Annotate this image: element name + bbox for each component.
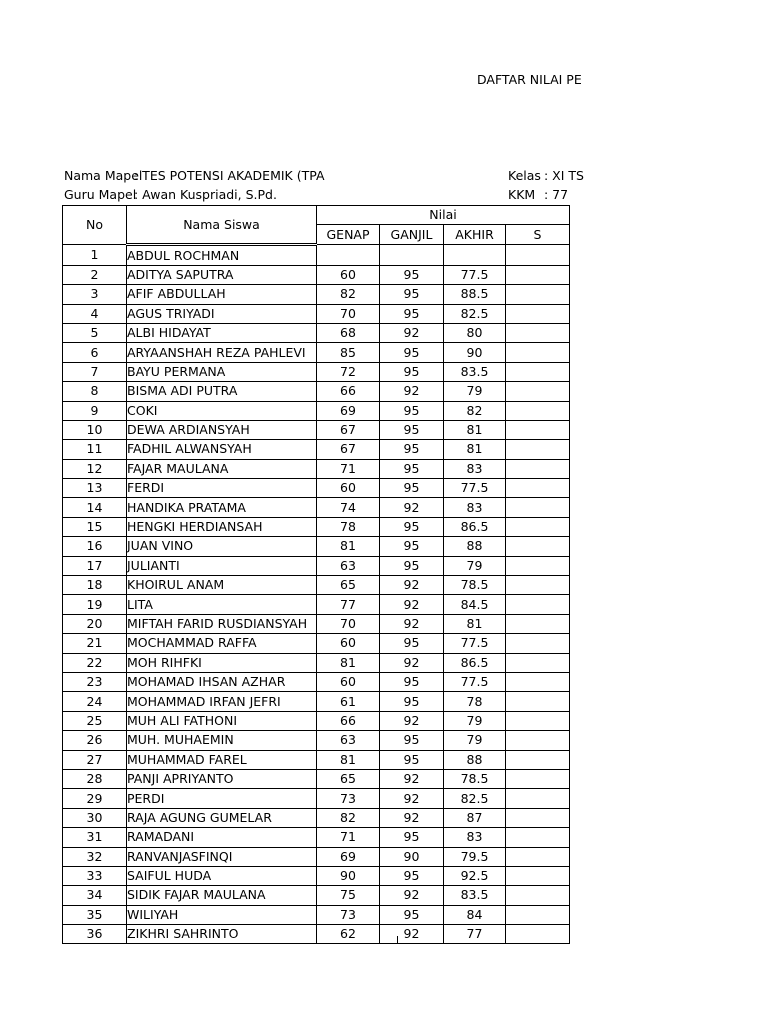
score-ganjil: 90 xyxy=(380,847,444,866)
student-name: DEWA ARDIANSYAH xyxy=(127,420,317,439)
score-genap: 81 xyxy=(317,653,380,672)
score-akhir: 77 xyxy=(444,925,506,944)
table-row xyxy=(63,323,570,342)
score-ganjil: 95 xyxy=(380,828,444,847)
table-row xyxy=(63,537,570,556)
table-row xyxy=(63,343,570,362)
row-number: 32 xyxy=(63,847,127,866)
mapel-label: Nama Mapel xyxy=(64,168,143,183)
score-s xyxy=(506,925,570,944)
row-number: 6 xyxy=(63,343,127,362)
table-row xyxy=(63,382,570,401)
score-akhir: 86.5 xyxy=(444,653,506,672)
score-genap: 72 xyxy=(317,362,380,381)
score-genap: 69 xyxy=(317,401,380,420)
score-akhir: 83 xyxy=(444,498,506,517)
score-genap: 71 xyxy=(317,459,380,478)
score-ganjil: 95 xyxy=(380,634,444,653)
table-row xyxy=(63,614,570,633)
table-row xyxy=(63,265,570,284)
score-s xyxy=(506,595,570,614)
table-row xyxy=(63,362,570,381)
kkm-label: KKM xyxy=(508,187,536,202)
score-akhir: 78.5 xyxy=(444,576,506,595)
score-genap: 77 xyxy=(317,595,380,614)
table-row xyxy=(63,905,570,924)
row-number: 29 xyxy=(63,789,127,808)
student-name: KHOIRUL ANAM xyxy=(127,576,317,595)
score-genap: 66 xyxy=(317,711,380,730)
row-number: 13 xyxy=(63,479,127,498)
table-row xyxy=(63,479,570,498)
header-nilai: Nilai xyxy=(317,206,570,225)
score-genap: 61 xyxy=(317,692,380,711)
score-ganjil: 92 xyxy=(380,595,444,614)
table-row xyxy=(63,634,570,653)
kkm-line xyxy=(508,186,572,204)
score-s xyxy=(506,498,570,517)
student-name: PERDI xyxy=(127,789,317,808)
row-number: 24 xyxy=(63,692,127,711)
score-ganjil: 92 xyxy=(380,711,444,730)
score-akhir: 92.5 xyxy=(444,866,506,885)
score-genap: 78 xyxy=(317,517,380,536)
score-genap: 60 xyxy=(317,265,380,284)
student-name: RANVANJASFINQI xyxy=(127,847,317,866)
student-name: MIFTAH FARID RUSDIANSYAH xyxy=(127,614,317,633)
student-name: BAYU PERMANA xyxy=(127,362,317,381)
row-number: 4 xyxy=(63,304,127,323)
score-akhir: 81 xyxy=(444,420,506,439)
table-row xyxy=(63,828,570,847)
row-number: 9 xyxy=(63,401,127,420)
score-akhir: 79 xyxy=(444,382,506,401)
score-akhir: 84 xyxy=(444,905,506,924)
score-akhir: 86.5 xyxy=(444,517,506,536)
score-genap: 63 xyxy=(317,731,380,750)
kelas-line xyxy=(508,167,584,185)
score-genap: 65 xyxy=(317,769,380,788)
score-ganjil: 95 xyxy=(380,459,444,478)
score-s xyxy=(506,731,570,750)
score-ganjil: 95 xyxy=(380,537,444,556)
score-ganjil: 95 xyxy=(380,556,444,575)
score-s xyxy=(506,672,570,691)
row-number: 25 xyxy=(63,711,127,730)
row-number: 33 xyxy=(63,866,127,885)
score-ganjil: 95 xyxy=(380,905,444,924)
row-number: 35 xyxy=(63,905,127,924)
score-akhir: 79 xyxy=(444,731,506,750)
score-akhir: 83 xyxy=(444,459,506,478)
score-ganjil: 95 xyxy=(380,731,444,750)
row-number: 18 xyxy=(63,576,127,595)
student-name: SAIFUL HUDA xyxy=(127,866,317,885)
score-s xyxy=(506,401,570,420)
row-number: 17 xyxy=(63,556,127,575)
score-akhir: 81 xyxy=(444,614,506,633)
score-genap: 81 xyxy=(317,537,380,556)
kelas-value: : XI TS xyxy=(544,168,584,183)
header-name: Nama Siswa xyxy=(127,206,317,245)
score-s xyxy=(506,537,570,556)
score-akhir: 79 xyxy=(444,711,506,730)
score-genap: 66 xyxy=(317,382,380,401)
student-name: MUH ALI FATHONI xyxy=(127,711,317,730)
row-number: 14 xyxy=(63,498,127,517)
score-akhir: 79.5 xyxy=(444,847,506,866)
student-name: RAMADANI xyxy=(127,828,317,847)
student-name: COKI xyxy=(127,401,317,420)
score-akhir: 80 xyxy=(444,323,506,342)
score-ganjil: 95 xyxy=(380,440,444,459)
table-row xyxy=(63,517,570,536)
score-ganjil: 92 xyxy=(380,382,444,401)
score-ganjil: 95 xyxy=(380,343,444,362)
header-s: S xyxy=(506,225,570,245)
table-row xyxy=(63,440,570,459)
score-akhir: 77.5 xyxy=(444,479,506,498)
row-number: 16 xyxy=(63,537,127,556)
score-s xyxy=(506,886,570,905)
row-number: 3 xyxy=(63,285,127,304)
score-s xyxy=(506,905,570,924)
kkm-value: : 77 xyxy=(544,187,569,202)
score-s xyxy=(506,769,570,788)
table-row xyxy=(63,925,570,944)
score-akhir: 83.5 xyxy=(444,362,506,381)
score-akhir: 82 xyxy=(444,401,506,420)
student-name: RAJA AGUNG GUMELAR xyxy=(127,808,317,827)
student-name: FADHIL ALWANSYAH xyxy=(127,440,317,459)
table-row xyxy=(63,401,570,420)
score-genap: 69 xyxy=(317,847,380,866)
row-number: 27 xyxy=(63,750,127,769)
table-row xyxy=(63,245,570,265)
score-ganjil: 92 xyxy=(380,653,444,672)
row-number: 26 xyxy=(63,731,127,750)
score-akhir: 88 xyxy=(444,537,506,556)
student-name: HANDIKA PRATAMA xyxy=(127,498,317,517)
score-genap: 71 xyxy=(317,828,380,847)
score-akhir: 87 xyxy=(444,808,506,827)
score-ganjil: 92 xyxy=(380,789,444,808)
score-s xyxy=(506,440,570,459)
table-row xyxy=(63,498,570,517)
score-s xyxy=(506,711,570,730)
score-akhir: 88.5 xyxy=(444,285,506,304)
score-s xyxy=(506,343,570,362)
student-name: PANJI APRIYANTO xyxy=(127,769,317,788)
score-genap: 81 xyxy=(317,750,380,769)
header-no: No xyxy=(63,206,127,245)
guru-label: Guru Mapel xyxy=(64,187,137,202)
table-row xyxy=(63,420,570,439)
score-akhir: 79 xyxy=(444,556,506,575)
student-name: ARYAANSHAH REZA PAHLEVI xyxy=(127,343,317,362)
score-s xyxy=(506,828,570,847)
score-genap: 85 xyxy=(317,343,380,362)
table-row xyxy=(63,750,570,769)
score-akhir: 78 xyxy=(444,692,506,711)
table-row xyxy=(63,808,570,827)
table-row xyxy=(63,886,570,905)
score-s xyxy=(506,265,570,284)
table-row xyxy=(63,285,570,304)
score-s xyxy=(506,750,570,769)
score-s xyxy=(506,362,570,381)
score-s xyxy=(506,323,570,342)
mapel-value: : TES POTENSI AKADEMIK (TPA xyxy=(134,168,325,183)
score-s xyxy=(506,634,570,653)
score-s xyxy=(506,382,570,401)
guru-line xyxy=(64,186,312,204)
student-name: ALBI HIDAYAT xyxy=(127,323,317,342)
row-number: 23 xyxy=(63,672,127,691)
student-name: MUH. MUHAEMIN xyxy=(127,731,317,750)
student-name: MOCHAMMAD RAFFA xyxy=(127,634,317,653)
score-ganjil: 95 xyxy=(380,362,444,381)
score-s xyxy=(506,866,570,885)
score-s xyxy=(506,847,570,866)
score-genap xyxy=(317,245,380,265)
score-akhir: 83.5 xyxy=(444,886,506,905)
table-row xyxy=(63,459,570,478)
score-genap: 62 xyxy=(317,925,380,944)
table-row xyxy=(63,847,570,866)
student-name: MOH RIHFKI xyxy=(127,653,317,672)
score-genap: 82 xyxy=(317,285,380,304)
row-number: 31 xyxy=(63,828,127,847)
header-akhir: AKHIR xyxy=(444,225,506,245)
score-s xyxy=(506,556,570,575)
score-ganjil: 95 xyxy=(380,692,444,711)
row-number: 36 xyxy=(63,925,127,944)
score-s xyxy=(506,420,570,439)
score-genap: 60 xyxy=(317,672,380,691)
table-row xyxy=(63,595,570,614)
table-row xyxy=(63,576,570,595)
score-ganjil: 92 xyxy=(380,614,444,633)
score-akhir: 78.5 xyxy=(444,769,506,788)
table-row xyxy=(63,556,570,575)
score-genap: 73 xyxy=(317,789,380,808)
row-number: 30 xyxy=(63,808,127,827)
table-row xyxy=(63,304,570,323)
student-name: MUHAMMAD FAREL xyxy=(127,750,317,769)
text-cursor xyxy=(397,936,398,944)
student-name: ABDUL ROCHMAN xyxy=(127,245,317,265)
row-number: 8 xyxy=(63,382,127,401)
score-akhir: 83 xyxy=(444,828,506,847)
student-name: FAJAR MAULANA xyxy=(127,459,317,478)
score-genap: 75 xyxy=(317,886,380,905)
score-ganjil: 95 xyxy=(380,866,444,885)
score-akhir: 88 xyxy=(444,750,506,769)
score-genap: 60 xyxy=(317,479,380,498)
row-number: 28 xyxy=(63,769,127,788)
row-number: 7 xyxy=(63,362,127,381)
student-name: AGUS TRIYADI xyxy=(127,304,317,323)
table-row xyxy=(63,769,570,788)
mapel-line xyxy=(64,167,325,185)
score-ganjil: 95 xyxy=(380,265,444,284)
student-name: ZIKHRI SAHRINTO xyxy=(127,925,317,944)
score-genap: 67 xyxy=(317,420,380,439)
row-number: 10 xyxy=(63,420,127,439)
score-genap: 70 xyxy=(317,304,380,323)
student-name: FERDI xyxy=(127,479,317,498)
score-ganjil: 95 xyxy=(380,285,444,304)
score-genap: 82 xyxy=(317,808,380,827)
score-ganjil: 92 xyxy=(380,925,444,944)
score-akhir xyxy=(444,245,506,265)
score-genap: 90 xyxy=(317,866,380,885)
score-ganjil: 95 xyxy=(380,420,444,439)
score-ganjil: 95 xyxy=(380,304,444,323)
score-ganjil: 95 xyxy=(380,517,444,536)
student-name: JULIANTI xyxy=(127,556,317,575)
table-row xyxy=(63,866,570,885)
score-s xyxy=(506,517,570,536)
score-s xyxy=(506,245,570,265)
score-ganjil: 92 xyxy=(380,498,444,517)
score-ganjil: 92 xyxy=(380,576,444,595)
row-number: 19 xyxy=(63,595,127,614)
score-genap: 73 xyxy=(317,905,380,924)
score-ganjil xyxy=(380,245,444,265)
score-ganjil: 92 xyxy=(380,886,444,905)
score-s xyxy=(506,653,570,672)
row-number: 20 xyxy=(63,614,127,633)
score-s xyxy=(506,692,570,711)
score-ganjil: 92 xyxy=(380,323,444,342)
student-name: MOHAMMAD IRFAN JEFRI xyxy=(127,692,317,711)
score-ganjil: 95 xyxy=(380,750,444,769)
score-akhir: 90 xyxy=(444,343,506,362)
row-number: 1 xyxy=(63,245,127,265)
score-genap: 63 xyxy=(317,556,380,575)
table-row xyxy=(63,672,570,691)
student-name: AFIF ABDULLAH xyxy=(127,285,317,304)
student-name: ADITYA SAPUTRA xyxy=(127,265,317,284)
score-genap: 65 xyxy=(317,576,380,595)
score-s xyxy=(506,789,570,808)
student-name: LITA xyxy=(127,595,317,614)
table-row xyxy=(63,731,570,750)
row-number: 2 xyxy=(63,265,127,284)
score-ganjil: 92 xyxy=(380,808,444,827)
student-name: SIDIK FAJAR MAULANA xyxy=(127,886,317,905)
score-akhir: 82.5 xyxy=(444,304,506,323)
row-number: 12 xyxy=(63,459,127,478)
grade-rows xyxy=(63,245,570,944)
student-name: JUAN VINO xyxy=(127,537,317,556)
score-akhir: 77.5 xyxy=(444,634,506,653)
row-number: 11 xyxy=(63,440,127,459)
document-title: DAFTAR NILAI PE xyxy=(477,72,582,87)
score-genap: 67 xyxy=(317,440,380,459)
score-s xyxy=(506,285,570,304)
score-akhir: 81 xyxy=(444,440,506,459)
table-row xyxy=(63,692,570,711)
score-ganjil: 95 xyxy=(380,479,444,498)
table-row xyxy=(63,789,570,808)
row-number: 34 xyxy=(63,886,127,905)
guru-value: : Awan Kuspriadi, S.Pd. xyxy=(134,187,277,202)
score-s xyxy=(506,459,570,478)
row-number: 15 xyxy=(63,517,127,536)
score-genap: 68 xyxy=(317,323,380,342)
student-name: WILIYAH xyxy=(127,905,317,924)
score-genap: 70 xyxy=(317,614,380,633)
score-genap: 60 xyxy=(317,634,380,653)
student-name: BISMA ADI PUTRA xyxy=(127,382,317,401)
score-ganjil: 92 xyxy=(380,769,444,788)
score-akhir: 84.5 xyxy=(444,595,506,614)
score-s xyxy=(506,304,570,323)
student-name: MOHAMAD IHSAN AZHAR xyxy=(127,672,317,691)
row-number: 5 xyxy=(63,323,127,342)
score-akhir: 82.5 xyxy=(444,789,506,808)
score-ganjil: 95 xyxy=(380,401,444,420)
score-s xyxy=(506,479,570,498)
score-genap: 74 xyxy=(317,498,380,517)
score-s xyxy=(506,576,570,595)
table-row xyxy=(63,711,570,730)
score-akhir: 77.5 xyxy=(444,265,506,284)
score-s xyxy=(506,614,570,633)
row-number: 21 xyxy=(63,634,127,653)
row-number: 22 xyxy=(63,653,127,672)
table-row xyxy=(63,653,570,672)
score-ganjil: 95 xyxy=(380,672,444,691)
score-s xyxy=(506,808,570,827)
grades-table xyxy=(62,205,570,944)
score-akhir: 77.5 xyxy=(444,672,506,691)
student-name: HENGKI HERDIANSAH xyxy=(127,517,317,536)
header-genap: GENAP xyxy=(317,225,380,245)
kelas-label: Kelas xyxy=(508,168,541,183)
header-ganjil: GANJIL xyxy=(380,225,444,245)
